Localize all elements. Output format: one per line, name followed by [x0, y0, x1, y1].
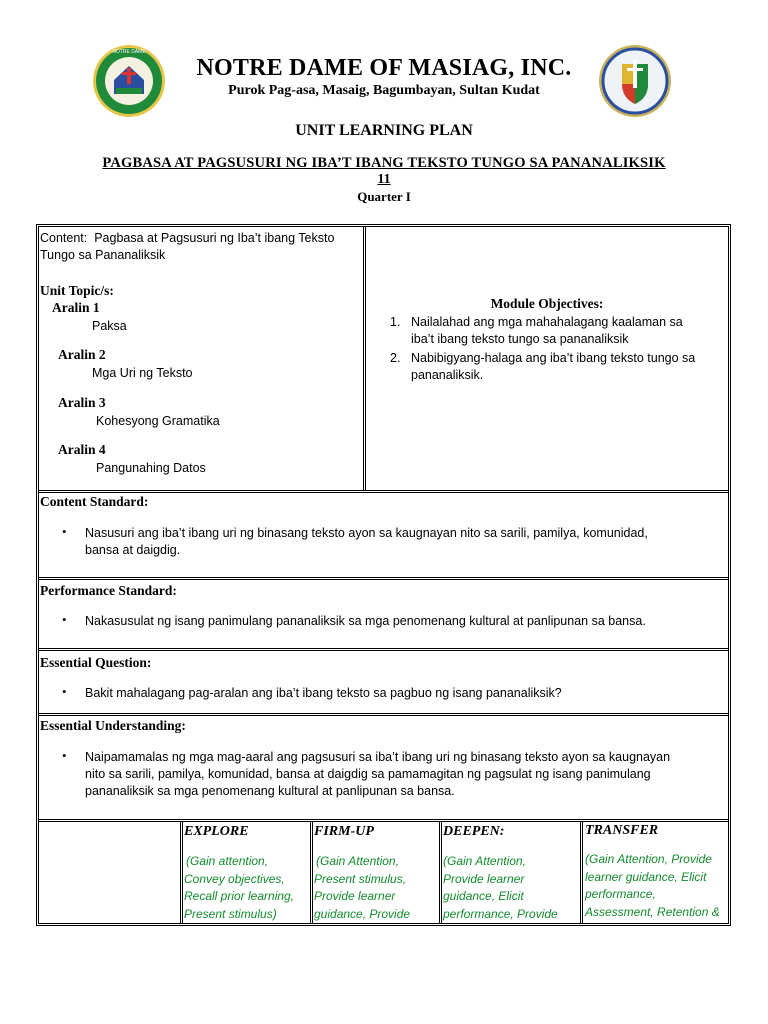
stage-transfer-line: learner guidance, Elicit — [585, 869, 707, 884]
stage-explore-title: EXPLORE — [184, 824, 249, 839]
school-name: NOTRE DAME OF MASIAG, INC. — [196, 55, 572, 81]
objective-1-line2: iba’t ibang teksto tungo sa pananaliksik — [411, 332, 629, 346]
bullet-icon: • — [62, 684, 67, 699]
essential-question-label: Essential Question: — [40, 655, 152, 670]
aralin-4-heading: Aralin 4 — [58, 442, 106, 457]
stage-firmup-line: Provide learner — [314, 889, 396, 903]
essential-understanding-label: Essential Understanding: — [40, 718, 186, 733]
stage-deepen-line: performance, Provide — [443, 906, 558, 921]
aralin-1-topic: Paksa — [92, 319, 127, 333]
stage-explore-text — [184, 853, 310, 923]
essential-understanding-line1: Naipamamalas ng mga mag-aaral ang pagsusuri sa iba’t ibang uri ng binasang teksto ayon sa kaugnayan — [85, 750, 671, 764]
svg-text:NOTRE DAME: NOTRE DAME — [112, 49, 146, 55]
objective-1-line1: Nailalahad ang mga mahahalagang kaalaman sa — [411, 315, 683, 329]
content-label: Content: — [40, 231, 88, 245]
stage-deepen-title: DEEPEN: — [443, 824, 505, 839]
aralin-2-topic: Mga Uri ng Teksto — [92, 366, 193, 380]
stage-firmup-text — [314, 853, 438, 923]
performance-standard-text: Nakasusulat ng isang panimulang pananaliksik sa mga penomenang kultural at panlipunan sa bansa. — [85, 614, 646, 628]
stage-explore-line: (Gain attention, — [186, 854, 269, 868]
content-standard-text — [85, 525, 725, 559]
stage-explore-line: Present stimulus) — [184, 906, 277, 921]
essential-understanding-line2: nito sa sarili, pamilya, komunidad, bansa at daigdig sa pamamagitan ng pagsulat ng isang panimulang — [85, 767, 651, 781]
stage-deepen-text — [443, 853, 579, 923]
content-standard-label: Content Standard: — [40, 494, 149, 509]
stage-firmup-line: guidance, Provide — [314, 906, 411, 921]
bullet-icon: • — [62, 524, 67, 539]
bullet-icon: • — [62, 748, 67, 763]
stage-explore-line: Convey objectives, — [184, 871, 285, 886]
stage-explore-line: Recall prior learning, — [184, 889, 295, 903]
objective-2-number: 2. — [390, 351, 401, 365]
performance-standard-label: Performance Standard: — [40, 583, 177, 598]
stage-firmup-line: Present stimulus, — [314, 871, 407, 886]
content-cell — [40, 230, 360, 264]
document-title: UNIT LEARNING PLAN — [295, 122, 473, 139]
bullet-icon: • — [62, 612, 67, 627]
stage-transfer-title: TRANSFER — [585, 823, 659, 838]
stage-deepen-line: (Gain Attention, — [443, 854, 526, 868]
stage-deepen-line: Provide learner — [443, 871, 525, 886]
objective-2-line2: pananaliksik. — [411, 368, 484, 382]
school-address: Purok Pag-asa, Masaig, Bagumbayan, Sultan Kudat — [228, 83, 540, 98]
content-standard-line2: bansa at daigdig. — [85, 543, 181, 557]
quarter-label: Quarter I — [357, 189, 411, 204]
aralin-3-topic: Kohesyong Gramatika — [96, 414, 220, 428]
objective-2-line1: Nabibigyang-halaga ang iba’t ibang teksto tungo sa — [411, 351, 696, 365]
content-standard-line1: Nasusuri ang iba’t ibang uri ng binasang teksto ayon sa kaugnayan nito sa sarili, pamilya, komunidad, — [85, 526, 648, 540]
content-text-line1: Pagbasa at Pagsusuri ng Iba’t ibang Teksto — [94, 231, 335, 245]
stage-transfer-line: Assessment, Retention & — [585, 904, 720, 919]
content-text-line2: Tungo sa Pananaliksik — [40, 248, 166, 262]
essential-understanding-line3: pananaliksik sa mga penomenang kultural at panlipunan sa bansa. — [85, 784, 455, 798]
objective-2 — [411, 350, 725, 384]
grade-level: 11 — [377, 172, 391, 187]
aralin-4-topic: Pangunahing Datos — [96, 461, 206, 475]
aralin-1-heading: Aralin 1 — [52, 300, 100, 315]
stage-firmup-title: FIRM-UP — [314, 824, 374, 839]
aralin-3-heading: Aralin 3 — [58, 395, 106, 410]
essential-understanding-text — [85, 749, 725, 800]
stage-transfer-text — [585, 851, 727, 921]
subject-title: PAGBASA AT PAGSUSURI NG IBA’T IBANG TEKSTO TUNGO SA PANANALIKSIK — [102, 155, 666, 171]
unit-topics-label: Unit Topic/s: — [40, 283, 114, 298]
objective-1-number: 1. — [390, 315, 401, 329]
aralin-2-heading: Aralin 2 — [58, 347, 106, 362]
stage-firmup-line: (Gain Attention, — [316, 854, 399, 868]
module-objectives-label: Module Objectives: — [490, 296, 604, 311]
stage-deepen-line: guidance, Elicit — [443, 889, 524, 903]
essential-question-text: Bakit mahalagang pag-aralan ang iba’t ibang teksto sa pagbuo ng isang pananaliksik? — [85, 686, 562, 700]
stage-transfer-line: performance, — [585, 887, 656, 901]
objective-1 — [411, 314, 725, 348]
stage-transfer-line: (Gain Attention, Provide — [585, 852, 712, 866]
